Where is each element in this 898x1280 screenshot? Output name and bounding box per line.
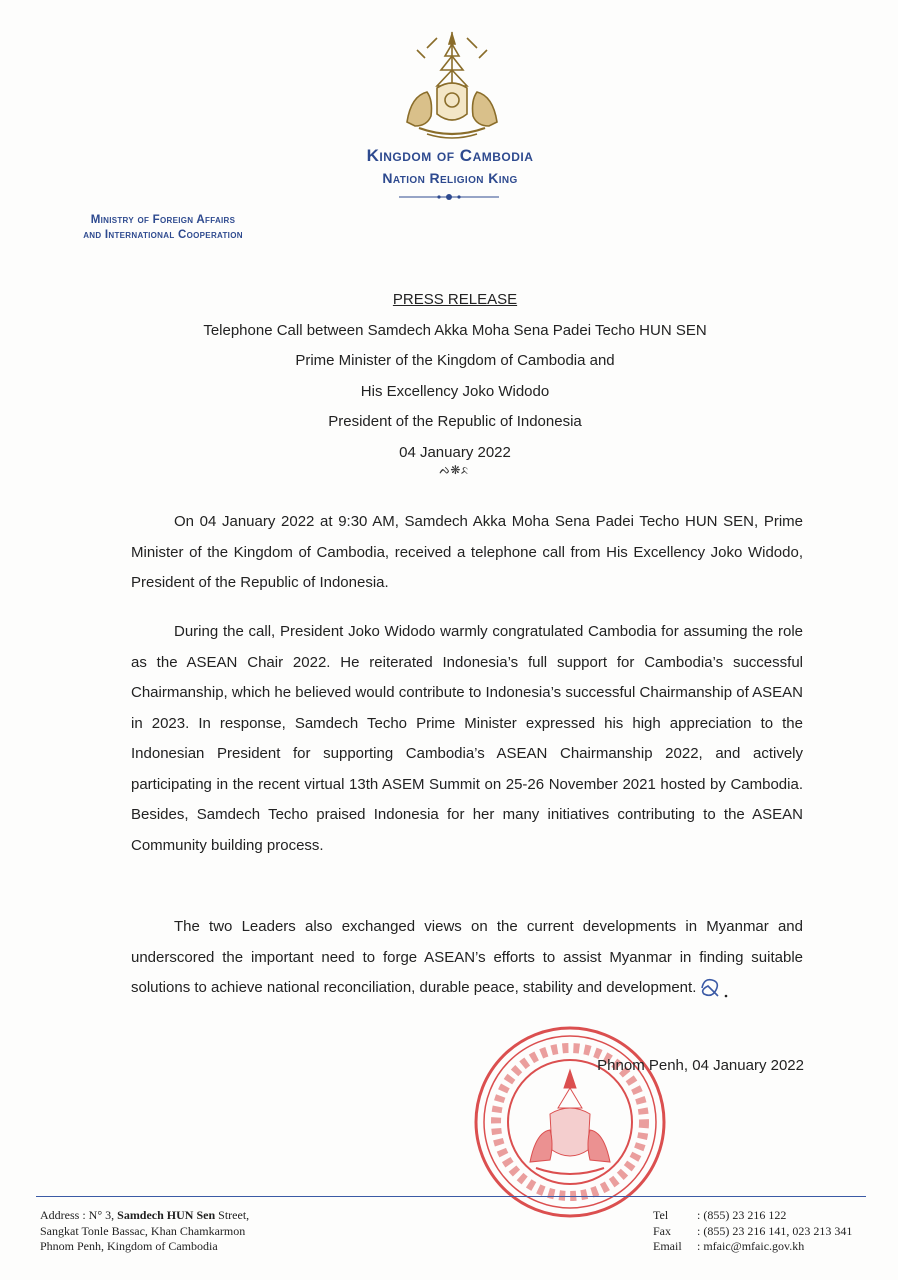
p2-text-b: President Joko Widodo	[279, 623, 436, 640]
address-line-2: Sangkat Tonle Bassac, Khan Chamkarmon	[40, 1223, 246, 1238]
address-line-3: Phnom Penh, Kingdom of Cambodia	[40, 1239, 218, 1253]
paragraph-1	[131, 507, 803, 599]
p1-text-d: His Excellency Joko Widodo	[606, 543, 799, 561]
paragraph-3	[131, 912, 803, 1004]
p1-text-a: On 04 January 2022 at 9:30 AM,	[174, 513, 405, 530]
address-suffix: Street,	[215, 1208, 250, 1222]
p1-text-e: , President of the Republic of Indonesia.	[131, 543, 803, 591]
p2-text-f: Samdech Techo	[196, 806, 309, 823]
ministry-line-1: Ministry of Foreign Affairs	[90, 214, 236, 226]
email-value[interactable]: : mfaic@mfaic.gov.kh	[697, 1239, 805, 1253]
p2-text-c: warmly congratulated Cambodia for assuming the role as the ASEAN Chair 2022. He reiterated Indonesia’s full support for Cambodia’s successful Chairmanship, which he believed would contribute to Indonesia’s successful Chairmanship of ASEAN in 2023. In response,	[131, 623, 804, 732]
nation-motto: Nation Religion King	[382, 170, 518, 186]
p2-text-a: During the call,	[174, 623, 280, 640]
title-line-2: Prime Minister of the Kingdom of Cambodia and	[295, 352, 615, 369]
kingdom-title: Kingdom of Cambodia	[366, 146, 534, 165]
address-street-name: Samdech HUN Sen	[117, 1208, 216, 1222]
divider-ornament-icon	[399, 191, 499, 203]
footer-divider	[36, 1196, 866, 1197]
official-seal-stamp-icon	[470, 1022, 670, 1222]
footer-contact	[653, 1208, 888, 1255]
tel-value: : (855) 23 216 122	[697, 1208, 787, 1222]
paragraph-2	[131, 617, 803, 861]
fax-label: Fax	[653, 1223, 671, 1238]
ministry-line-2: and International Cooperation	[83, 229, 243, 241]
address-prefix: Address : N° 3,	[40, 1208, 118, 1222]
p2-text-e: expressed his high appreciation to the Indonesian President for supporting Cambodia’s ASEAN Chairmanship 2022, and actively participating in the recent virtual 13th ASEM Summit on 25-26 November 2021 hosted by Cambodia. Besides,	[131, 714, 803, 823]
title-line-3: His Excellency Joko Widodo	[360, 382, 550, 400]
royal-coat-of-arms-icon	[397, 30, 507, 140]
fax-value: : (855) 23 216 141, 023 213 341	[697, 1223, 853, 1238]
p2-text-d: Samdech Techo Prime Minister	[294, 714, 517, 732]
title-line-4: President of the Republic of Indonesia	[328, 413, 582, 430]
contact-fax	[653, 1224, 888, 1240]
section-ornament: ᨄ❋ᨅ	[438, 463, 470, 477]
dateline: Phnom Penh, 04 January 2022	[597, 1057, 804, 1074]
address-line-1	[40, 1208, 370, 1224]
contact-tel	[653, 1208, 888, 1224]
p1-text-b: Samdech Akka Moha Sena Padei Techo HUN SEN	[404, 513, 754, 530]
email-label: Email	[653, 1239, 682, 1253]
release-date: 04 January 2022	[399, 443, 511, 461]
ministry-name	[28, 213, 298, 243]
tel-label: Tel	[653, 1208, 669, 1222]
contact-email	[653, 1239, 888, 1255]
press-release-title	[100, 285, 810, 468]
footer-address	[40, 1208, 370, 1255]
paragraph-end-mark-icon	[696, 976, 732, 1000]
p1-text-c: , Prime Minister of the Kingdom of Cambodia, received a telephone call from	[131, 513, 803, 561]
press-release-label: PRESS RELEASE	[392, 291, 518, 308]
p3-text: The two Leaders also exchanged views on the current developments in Myanmar and underscored the important need to forge ASEAN’s efforts to assist Myanmar in finding suitable solutions to achieve national reconciliation, durable peace, stability and development.	[131, 918, 803, 996]
title-line-1: Telephone Call between Samdech Akka Moha Sena Padei Techo HUN SEN	[203, 321, 707, 339]
p2-text-g: praised Indonesia for her many initiatives contributing to the ASEAN Community building process.	[131, 806, 803, 854]
